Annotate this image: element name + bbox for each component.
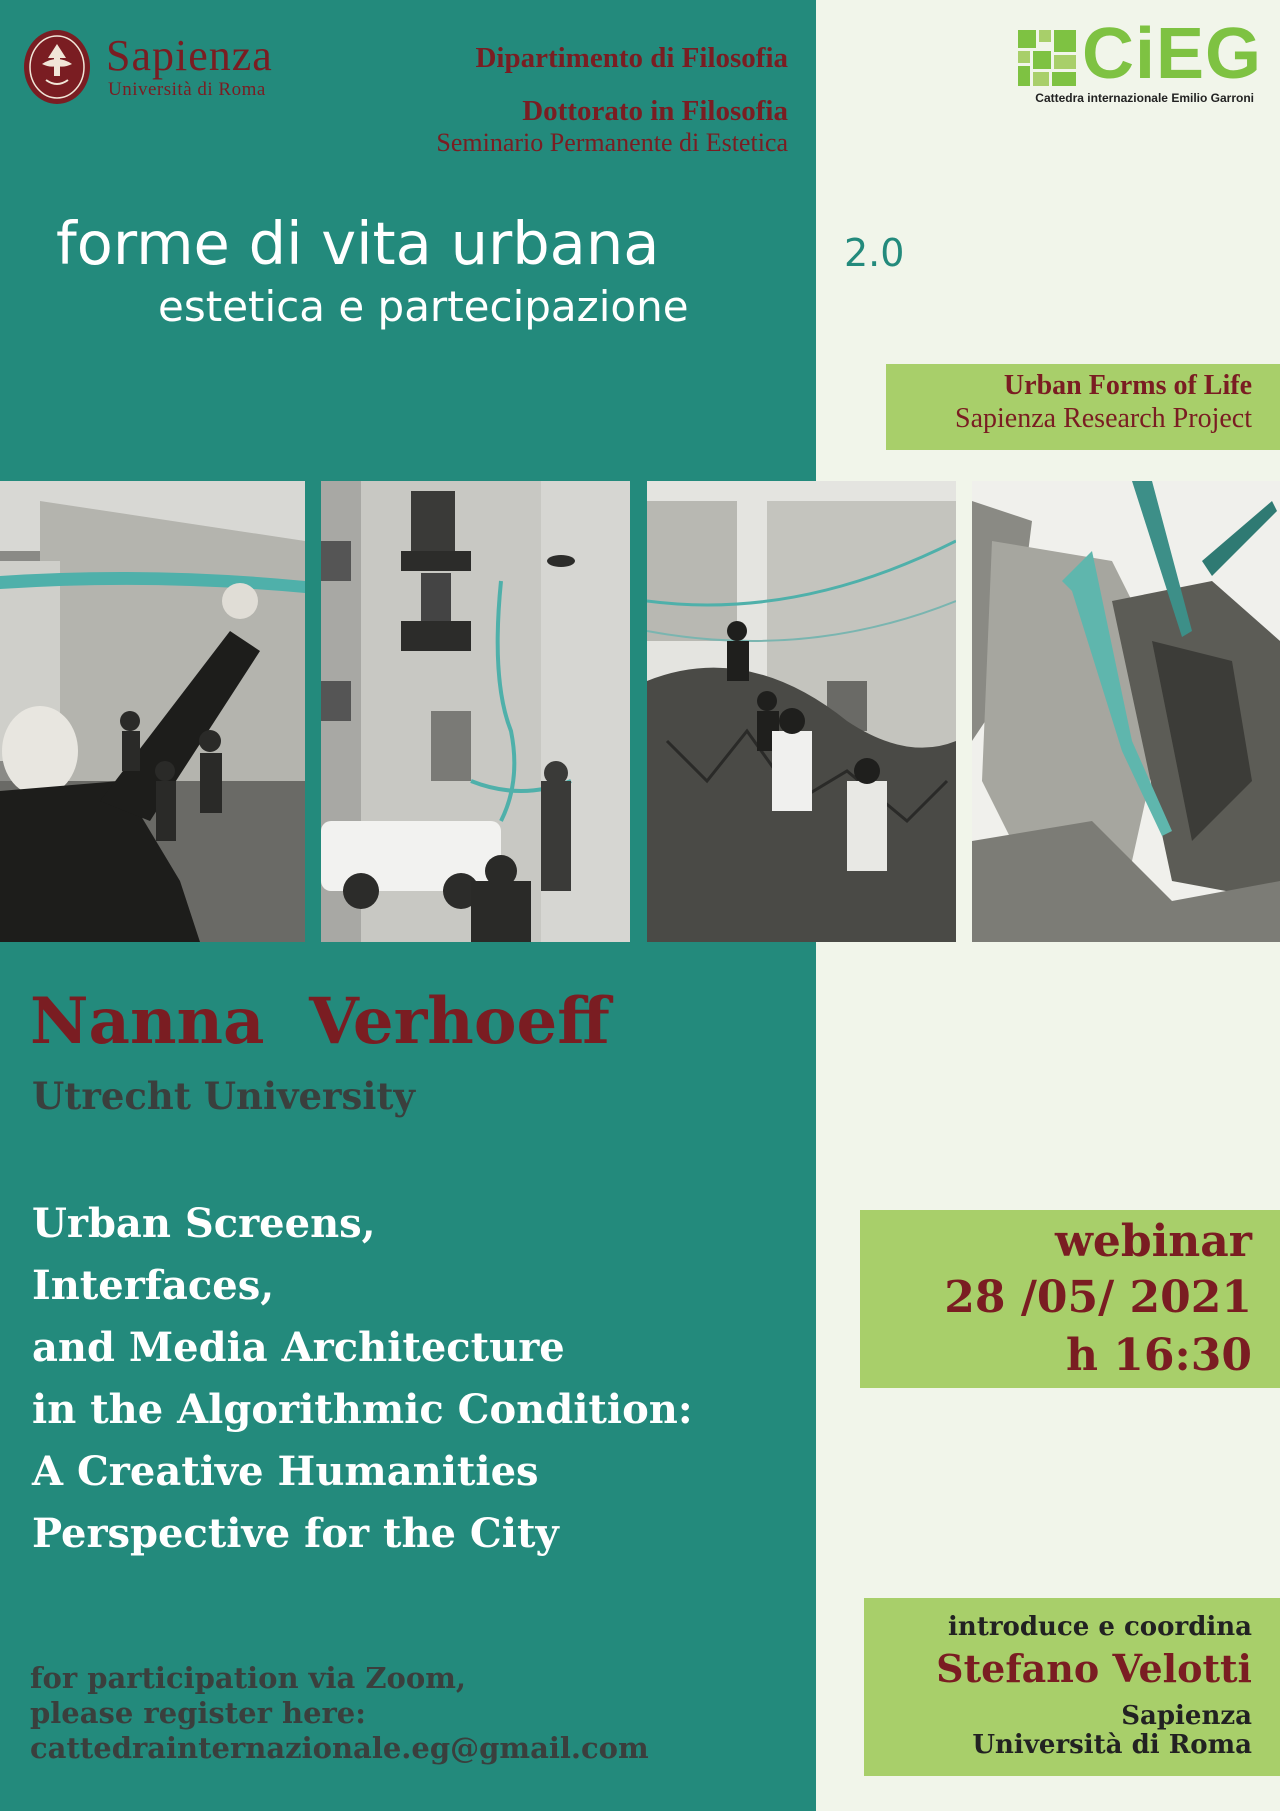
event-subtitle: estetica e partecipazione — [158, 282, 689, 331]
talk-title-line: Urban Screens, — [32, 1200, 376, 1247]
talk-title — [32, 1200, 693, 1576]
talk-title-line: in the Algorithmic Condition: — [32, 1386, 693, 1433]
moderator-name: Stefano Velotti — [936, 1646, 1252, 1691]
event-title-version: 2.0 — [844, 231, 905, 275]
webinar-label: webinar — [1054, 1216, 1252, 1267]
photo-children-hill — [647, 481, 956, 942]
sapienza-name: Sapienza — [106, 31, 273, 80]
talk-title-line: Interfaces, — [32, 1262, 275, 1309]
photo-building-balcony — [321, 481, 630, 942]
sapienza-seal-logo — [22, 28, 92, 106]
photo-woman-ribbon — [0, 481, 305, 942]
event-title: forme di vita urbana — [56, 209, 660, 278]
doctorate-label: Dottorato in Filosofia — [522, 95, 788, 127]
cieg-mosaic-icon — [1016, 28, 1080, 88]
speaker-name: Nanna Verhoeff — [30, 984, 610, 1059]
talk-title-line: A Creative Humanities — [32, 1448, 539, 1495]
talk-title-line: and Media Architecture — [32, 1324, 565, 1371]
moderator-affiliation-2: Università di Roma — [972, 1730, 1252, 1760]
cieg-wordmark: CiEG — [1082, 14, 1263, 94]
department-label: Dipartimento di Filosofia — [475, 42, 788, 74]
sapienza-subtitle: Università di Roma — [108, 79, 266, 100]
cieg-fullname: Cattedra internazionale Emilio Garroni — [1035, 91, 1254, 105]
registration-email-link[interactable]: cattedrainternazionale.eg@gmail.com — [30, 1731, 649, 1765]
photo-rocks-ribbon — [972, 481, 1280, 942]
project-title: Urban Forms of Life — [1003, 370, 1252, 401]
moderator-affiliation: Sapienza — [1121, 1701, 1252, 1731]
seminar-label: Seminario Permanente di Estetica — [436, 128, 788, 157]
registration-line-1: for participation via Zoom, — [30, 1661, 467, 1695]
event-date: 28 /05/ 2021 — [944, 1272, 1252, 1323]
project-subtitle: Sapienza Research Project — [955, 403, 1252, 434]
speaker-affiliation: Utrecht University — [32, 1074, 416, 1118]
moderator-intro: introduce e coordina — [948, 1612, 1252, 1642]
registration-line-2: please register here: — [30, 1696, 366, 1730]
talk-title-line: Perspective for the City — [32, 1510, 559, 1557]
event-time: h 16:30 — [1065, 1330, 1252, 1381]
